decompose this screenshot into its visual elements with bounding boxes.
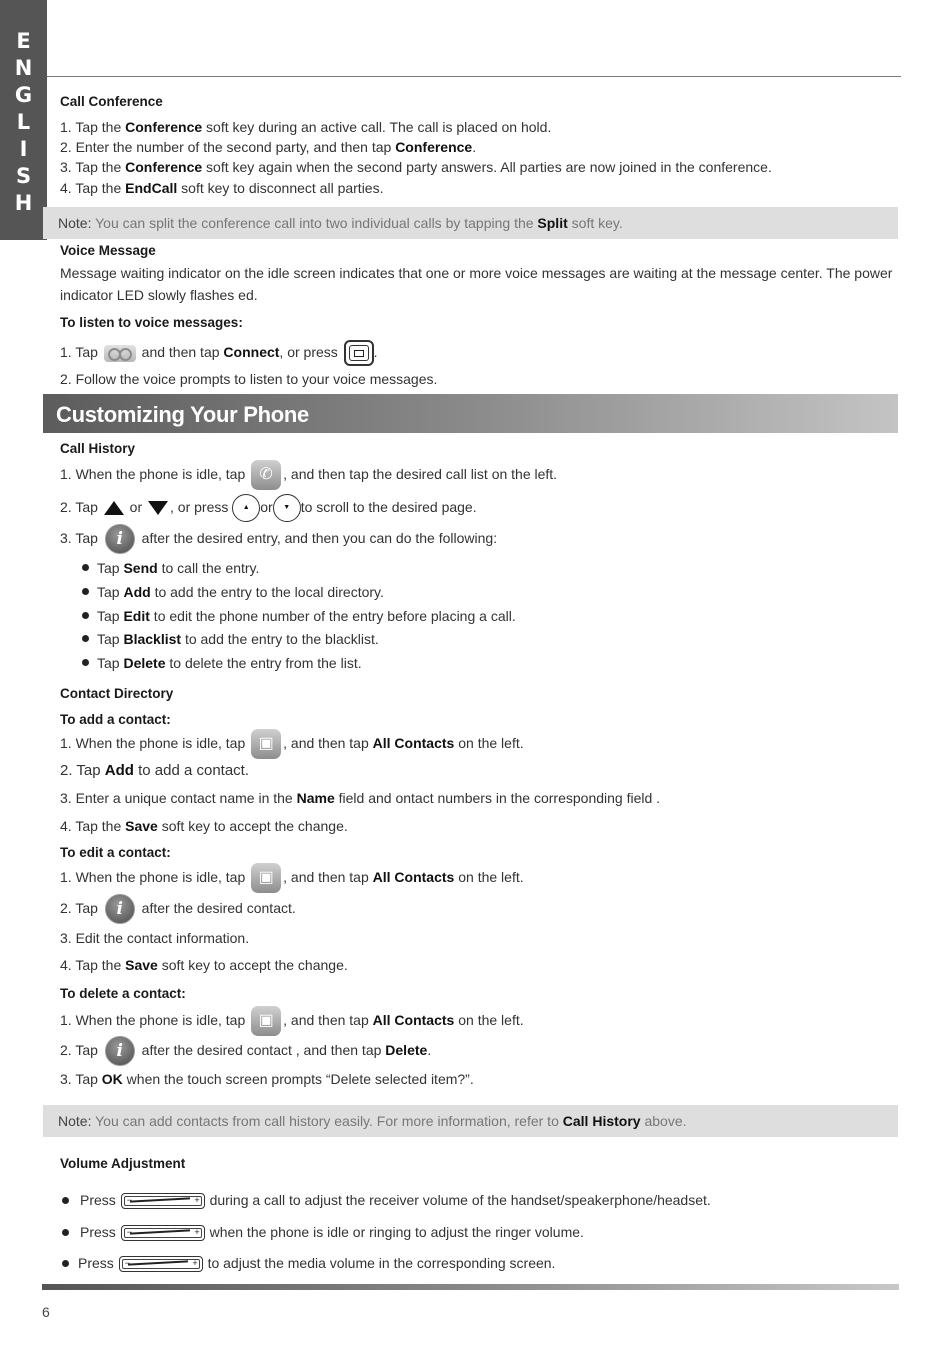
language-tab [0, 0, 47, 240]
edit-step-1: 1. When the phone is idle, tap ▣ , and then tap All Contacts on the left. [60, 861, 524, 893]
language-tab-letter: H [14, 191, 33, 215]
page-number: 6 [42, 1304, 50, 1320]
history-option-add: Tap Add to add the entry to the local directory. [97, 584, 384, 600]
history-option-edit: Tap Edit to edit the phone number of the entry before placing a call. [97, 608, 516, 624]
bullet-icon [82, 659, 89, 666]
volume-item-call: Press − + during a call to adjust the receiver volume of the handset/speakerphone/headset. [80, 1192, 711, 1208]
conference-step-3: 3. Tap the Conference soft key again when the second party answers. All parties are now joined in the conference. [60, 159, 772, 175]
language-tab-letter: E [16, 29, 31, 53]
edit-step-2: 2. Tap i after the desired contact. [60, 893, 296, 924]
bullet-icon [62, 1229, 69, 1236]
voice-heading: Voice Message [60, 243, 156, 258]
add-step-2: 2. Tap Add to add a contact. [60, 762, 250, 779]
voice-step-2: 2. Follow the voice prompts to listen to your voice messages. [60, 371, 438, 387]
add-step-4: 4. Tap the Save soft key to accept the change. [60, 818, 348, 834]
page-up-icon [104, 501, 124, 515]
contacts-icon: ▣ [251, 729, 281, 759]
edit-step-4: 4. Tap the Save soft key to accept the change. [60, 957, 348, 973]
language-tab-letter: L [16, 110, 31, 134]
conference-heading: Call Conference [60, 94, 163, 109]
volume-key-icon: − + [121, 1193, 205, 1209]
bullet-icon [62, 1260, 69, 1267]
contacts-icon: ▣ [251, 1006, 281, 1036]
voice-description-line-2: indicator LED slowly flashes ed. [60, 287, 258, 303]
bullet-icon [82, 612, 89, 619]
voice-description-line-1: Message waiting indicator on the idle screen indicates that one or more voice messages are waiting at the message center. The power [60, 265, 893, 281]
header-rule [47, 76, 901, 77]
volume-item-ringer: Press − + when the phone is idle or ringing to adjust the ringer volume. [80, 1224, 584, 1240]
history-step-2: 2. Tap or , or press ▲ or ▼ to scroll to the desired page. [60, 492, 477, 522]
volume-item-media: Press − + to adjust the media volume in the corresponding screen. [78, 1255, 556, 1271]
edit-step-3: 3. Edit the contact information. [60, 930, 250, 946]
history-step-3: 3. Tap i after the desired entry, and then you can do the following: [60, 523, 497, 554]
conference-step-2: 2. Enter the number of the second party, and then tap Conference. [60, 139, 477, 155]
listen-heading: To listen to voice messages: [60, 315, 243, 330]
bullet-icon [62, 1197, 69, 1204]
page-down-icon [148, 501, 168, 515]
history-option-blacklist: Tap Blacklist to add the entry to the blacklist. [97, 631, 379, 647]
history-heading: Call History [60, 441, 136, 456]
conference-step-1: 1. Tap the Conference soft key during an active call. The call is placed on hold. [60, 119, 552, 135]
bullet-icon [82, 635, 89, 642]
contacts-icon: ▣ [251, 863, 281, 893]
footer-rule [42, 1284, 899, 1290]
up-key-icon: ▲ [232, 494, 260, 522]
call-history-icon: ✆ [251, 460, 281, 490]
directory-note: Note: You can add contacts from call history easily. For more information, refer to Call History above. [43, 1105, 898, 1137]
edit-contact-heading: To edit a contact: [60, 845, 171, 860]
section-banner: Customizing Your Phone [43, 394, 898, 433]
voicemail-icon [104, 345, 136, 362]
language-tab-letter: S [15, 164, 32, 188]
history-step-1: 1. When the phone is idle, tap ✆ , and then tap the desired call list on the left. [60, 458, 557, 490]
bullet-icon [82, 564, 89, 571]
add-contact-heading: To add a contact: [60, 712, 171, 727]
delete-step-1: 1. When the phone is idle, tap ▣ , and then tap All Contacts on the left. [60, 1004, 524, 1036]
language-tab-letter: I [19, 137, 28, 161]
info-icon: i [105, 894, 135, 924]
directory-heading: Contact Directory [60, 686, 174, 701]
info-icon: i [105, 1036, 135, 1066]
delete-step-2: 2. Tap i after the desired contact , and then tap Delete. [60, 1035, 431, 1066]
volume-key-icon: − + [121, 1225, 205, 1241]
down-key-icon: ▼ [273, 494, 301, 522]
volume-heading: Volume Adjustment [60, 1156, 186, 1171]
history-option-send: Tap Send to call the entry. [97, 560, 260, 576]
info-icon: i [105, 524, 135, 554]
message-key-icon [344, 340, 374, 366]
delete-contact-heading: To delete a contact: [60, 986, 186, 1001]
conference-step-4: 4. Tap the EndCall soft key to disconnect all parties. [60, 180, 384, 196]
delete-step-3: 3. Tap OK when the touch screen prompts “Delete selected item?”. [60, 1071, 474, 1087]
history-option-delete: Tap Delete to delete the entry from the list. [97, 655, 362, 671]
conference-note: Note: You can split the conference call into two individual calls by tapping the Split soft key. [43, 207, 898, 239]
language-tab-letter: G [14, 83, 33, 107]
volume-key-icon: − + [119, 1256, 203, 1272]
bullet-icon [82, 588, 89, 595]
add-step-3: 3. Enter a unique contact name in the Name field and ontact numbers in the corresponding field . [60, 790, 661, 806]
add-step-1: 1. When the phone is idle, tap ▣ , and then tap All Contacts on the left. [60, 727, 524, 759]
voice-step-1: 1. Tap and then tap Connect, or press . [60, 337, 378, 367]
language-tab-letter: N [14, 56, 33, 80]
